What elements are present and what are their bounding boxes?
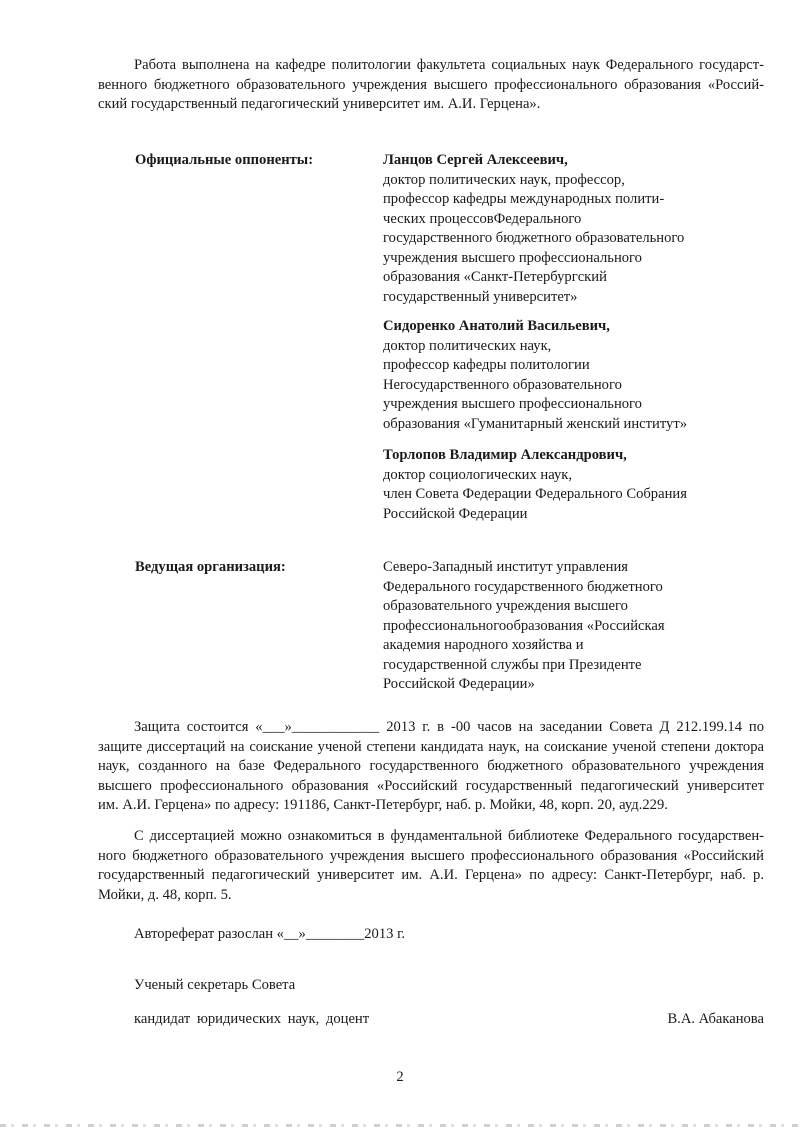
scan-edge-line xyxy=(0,1124,800,1127)
opponent-detail: государственного бюджетного образовательного xyxy=(383,230,685,246)
opponent-detail: доктор политических наук, xyxy=(383,337,552,354)
opponent-name: Торлопов Владимир Александрович, xyxy=(383,447,627,463)
leading-org-line: Федерального государственного бюджетного xyxy=(383,578,663,595)
library-line: С диссертацией можно ознакомиться в фундаментальной библиотеке Федерального государствен- xyxy=(134,828,764,844)
opponent-name: Ланцов Сергей Алексеевич, xyxy=(383,152,568,168)
leading-org-line: государственной службы при Президенте xyxy=(383,656,642,673)
leading-org-line: Российской Федерации» xyxy=(383,676,535,692)
opponent-detail: учреждения высшего профессионального xyxy=(383,249,642,266)
intro-paragraph xyxy=(98,56,764,115)
library-line: ного бюджетного образовательного учреждения высшего профессионального образования «Российский xyxy=(98,847,764,864)
sent-date-line: Автореферат разослан «__»________2013 г. xyxy=(134,926,406,942)
defense-line: защите диссертаций на соискание ученой степени кандидата наук, на соискание ученой степени доктора xyxy=(98,738,764,755)
secretary-title: Ученый секретарь Совета xyxy=(134,977,296,993)
opponent-name: Сидоренко Анатолий Васильевич, xyxy=(383,318,610,334)
defense-line: Защита состоится «___»____________ 2013 г. в -00 часов на заседании Совета Д 212.199.14 по xyxy=(134,719,764,735)
opponents-label: Официальные оппоненты: xyxy=(135,152,314,168)
opponent-entry xyxy=(383,151,684,307)
secretary-name: В.А. Абаканова xyxy=(667,1011,764,1027)
leading-org-line: образовательного учреждения высшего xyxy=(383,598,628,614)
opponent-detail: ческих процессовФедерального xyxy=(383,210,582,227)
secretary-degree: кандидат юридических наук, доцент xyxy=(134,1011,370,1027)
intro-line: Работа выполнена на кафедре политологии факультета социальных наук Федерального государст- xyxy=(134,57,764,73)
opponent-detail: образования «Санкт-Петербургский xyxy=(383,269,607,285)
opponent-detail: профессор кафедры международных полити- xyxy=(383,191,665,207)
opponent-detail: учреждения высшего профессионального xyxy=(383,396,642,412)
defense-line: высшего профессионального образования «Российский государственный педагогический университет xyxy=(98,777,764,794)
opponent-detail: Российской Федерации xyxy=(383,505,528,522)
leading-org-label: Ведущая организация: xyxy=(135,559,286,575)
opponent-entry xyxy=(383,317,687,434)
defense-line: им. А.И. Герцена» по адресу: 191186, Санкт-Петербург, наб. р. Мойки, 48, корп. 20, ауд.229. xyxy=(98,797,668,813)
leading-org-line: профессиональногообразования «Российская xyxy=(383,617,665,634)
opponent-detail: член Совета Федерации Федерального Собрания xyxy=(383,486,687,502)
library-line: государственный педагогический университет им. А.И. Герцена» по адресу: Санкт-Петербург, наб. р. xyxy=(98,867,764,883)
page-number: 2 xyxy=(396,1069,404,1085)
defense-line: наук, созданного на базе Федерального государственного бюджетного образовательного учреждения xyxy=(98,758,764,774)
opponent-detail: Негосударственного образовательного xyxy=(383,376,622,393)
intro-line: ский государственный педагогический университет им. А.И. Герцена». xyxy=(98,96,541,112)
defense-paragraph xyxy=(98,718,764,816)
intro-line: венного бюджетного образовательного учреждения высшего профессионального образования «Россий- xyxy=(98,76,764,93)
leading-org-line: академия народного хозяйства и xyxy=(383,637,584,653)
library-line: Мойки, д. 48, корп. 5. xyxy=(98,886,232,903)
opponent-detail: государственный университет» xyxy=(383,288,578,305)
opponent-detail: доктор политических наук, профессор, xyxy=(383,171,625,188)
leading-org-line: Северо-Западный институт управления xyxy=(383,559,628,575)
leading-org-block xyxy=(383,558,665,695)
opponent-detail: образования «Гуманитарный женский институт» xyxy=(383,415,688,432)
library-paragraph xyxy=(98,827,764,905)
opponent-detail: доктор социологических наук, xyxy=(383,466,573,483)
opponent-detail: профессор кафедры политологии xyxy=(383,357,590,373)
opponent-entry xyxy=(383,446,687,524)
